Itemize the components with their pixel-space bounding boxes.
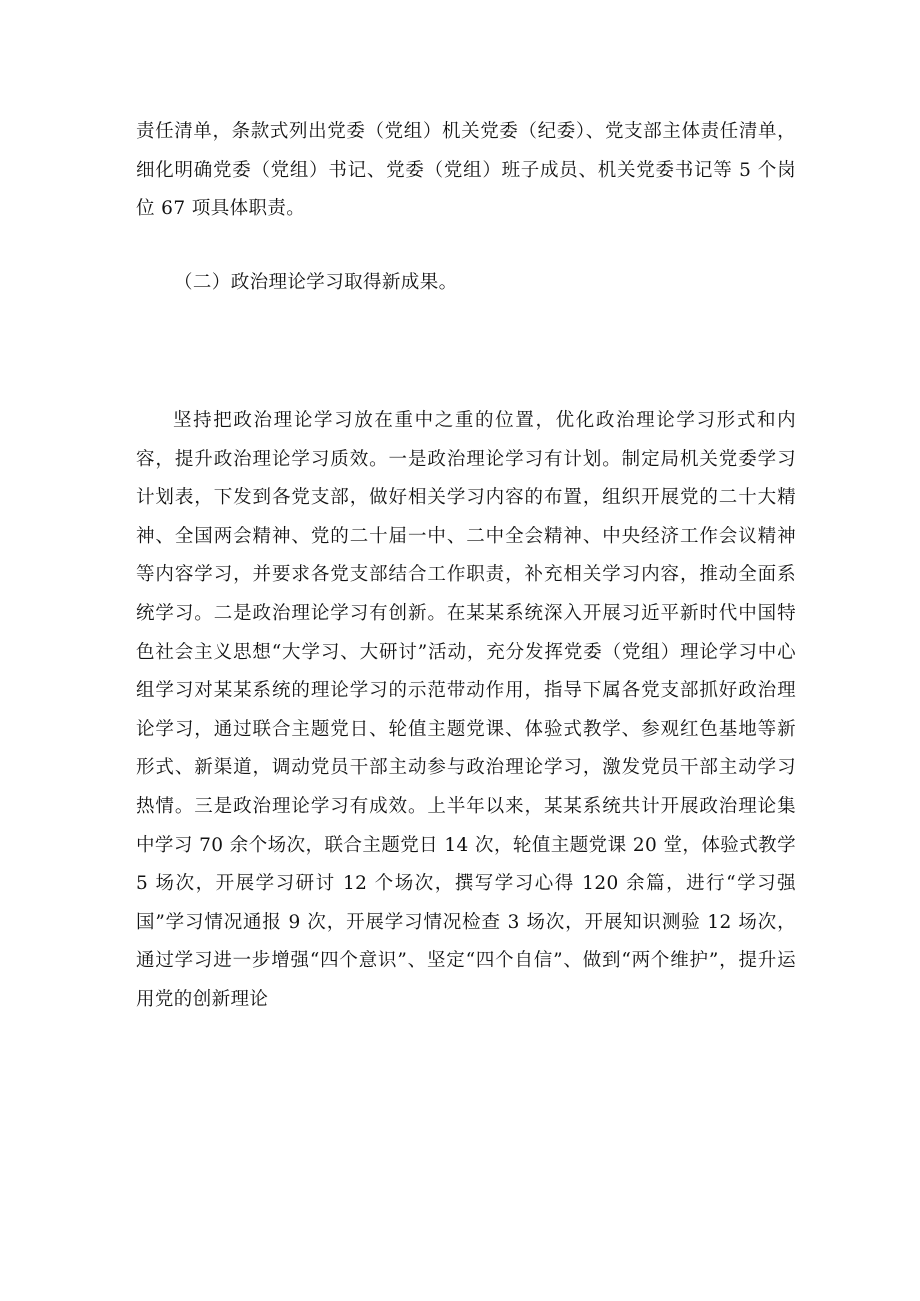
paragraph-responsibility-list: 责任清单，条款式列出党委（党组）机关党委（纪委）、党支部主体责任清单，细化明确党委（党组）书记、党委（党组）班子成员、机关党委书记等 5 个岗位 67 项具体职责。	[136, 121, 796, 220]
section-heading: （二）政治理论学习取得新成果。	[174, 272, 458, 293]
paragraph-political-study: 坚持把政治理论学习放在重中之重的位置，优化政治理论学习形式和内容，提升政治理论学习质效。一是政治理论学习有计划。制定局机关党委学习计划表，下发到各党支部，做好相关学习内容的布置，组织开展党的二十大精神、全国两会精神、党的二十届一中、二中全会精神、中央经济工作会议精神等内容学习，并要求各党支部结合工作职责，补充相关学习内容，推动全面系统学习。二是政治理论学习有创新。在某某系统深入开展习近平新时代中国特色社会主义思想“大学习、大研讨”活动，充分发挥党委（党组）理论学习中心组学习对某某系统的理论学习的示范带动作用，指导下属各党支部抓好政治理论学习，通过联合主题党日、轮值主题党课、体验式教学、参观红色基地等新形式、新渠道，调动党员干部主动参与政治理论学习，激发党员干部主动学习热情。三是政治理论学习有成效。上半年以来，某某系统共计开展政治理论集中学习 70 余个场次，联合主题党日 14 次，轮值主题党课 20 堂，体验式教学 5 场次，开展学习研讨 12 个场次，撰写学习心得 120 余篇，进行“学习强国”学习情况通报 9 次，开展学习情况检查 3 场次，开展知识测验 12 场次，通过学习进一步增强“四个意识”、坚定“四个自信”、做到“两个维护”，提升运用党的创新理论	[136, 410, 796, 1010]
